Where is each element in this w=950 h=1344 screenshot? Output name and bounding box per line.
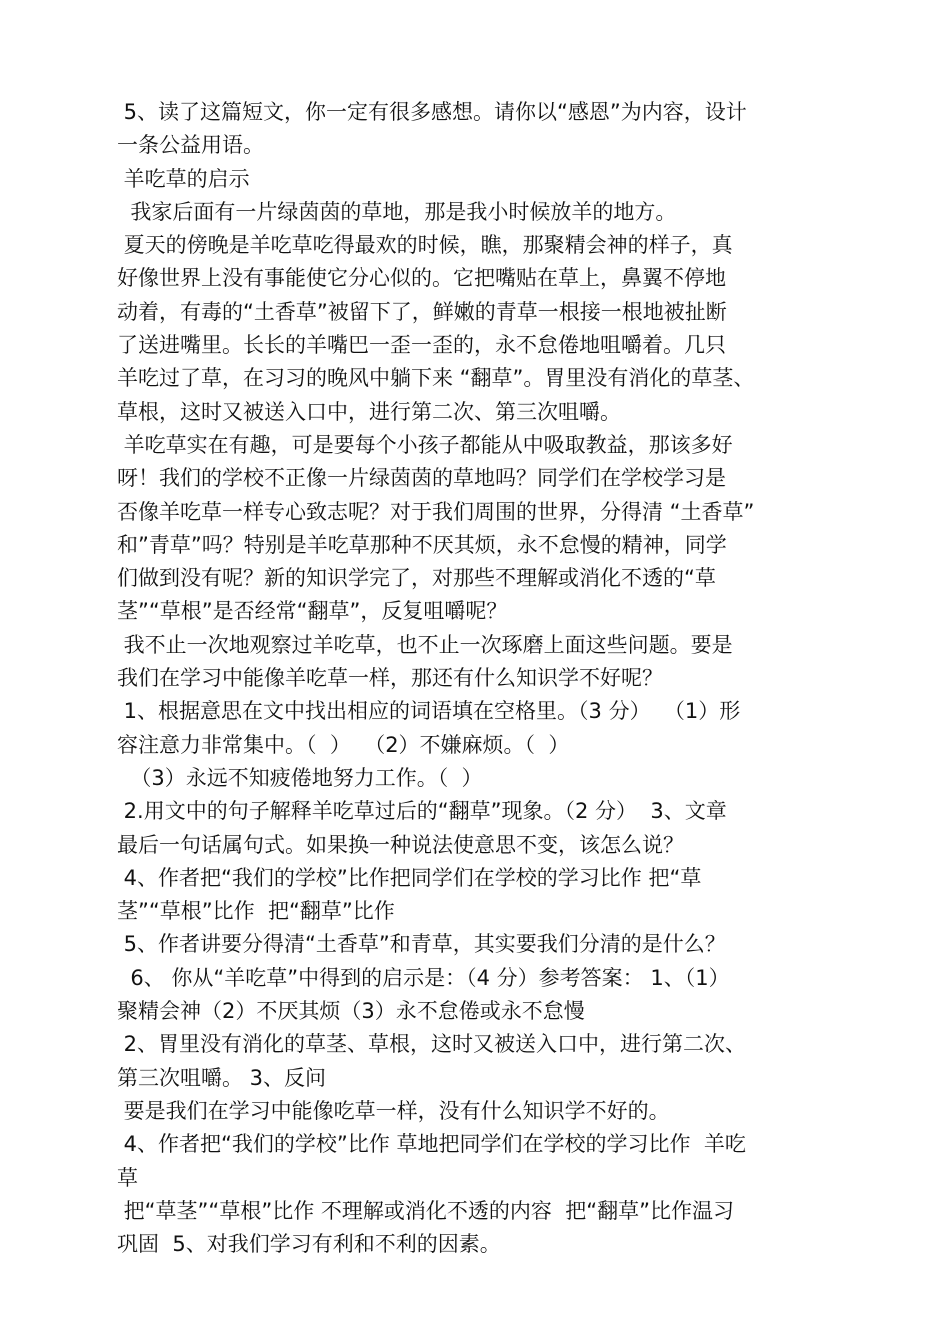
question-line: 2.用文中的句子解释羊吃草过后的“翻草”现象。（2 分） 3、文章 bbox=[117, 799, 727, 824]
question-line: 6、 你从“羊吃草”中得到的启示是：（4 分）参考答案： 1、（1） bbox=[117, 965, 730, 990]
answer-line: 要是我们在学习中能像吃草一样，没有什么知识学不好的。 bbox=[117, 1098, 670, 1123]
answer-line: 把“草茎”“草根”比作 不理解或消化不透的内容 把“翻草”比作温习 bbox=[117, 1198, 734, 1223]
question-line: 4、作者把“我们的学校”比作把同学们在学校的学习比作 把“草 bbox=[117, 865, 702, 890]
passage-title: 羊吃草的启示 bbox=[117, 166, 250, 191]
text-line: 了送进嘴里。长长的羊嘴巴一歪一歪的，永不怠倦地咀嚼着。几只 bbox=[117, 333, 726, 358]
text-line: 否像羊吃草一样专心致志呢？对于我们周围的世界，分得清 “土香草” bbox=[117, 499, 755, 524]
text-line: 我们在学习中能像羊吃草一样，那还有什么知识学不好呢？ bbox=[117, 666, 663, 691]
text-line: 们做到没有呢？新的知识学完了，对那些不理解或消化不透的“草 bbox=[117, 566, 716, 591]
text-line: 茎”“草根”是否经常“翻草”，反复咀嚼呢？ bbox=[117, 599, 508, 624]
text-line: 羊吃过了草，在习习的晚风中躺下来 “翻草”。胃里没有消化的草茎、 bbox=[117, 366, 755, 391]
text-line: 我家后面有一片绿茵茵的草地，那是我小时候放羊的地方。 bbox=[117, 199, 677, 224]
question-line: 茎”“草根”比作 把“翻草”比作 bbox=[117, 899, 395, 924]
text-line: 呀！我们的学校不正像一片绿茵茵的草地吗？同学们在学校学习是 bbox=[117, 466, 726, 491]
text-line: 和”青草”吗？特别是羊吃草那种不厌其烦，永不怠慢的精神，同学 bbox=[117, 532, 727, 557]
answer-line: 巩固 5、对我们学习有利和不利的因素。 bbox=[117, 1232, 501, 1257]
question-line: 最后一句话属句式。如果换一种说法使意思不变，该怎么说？ bbox=[117, 832, 684, 857]
question-line: 容注意力非常集中。（ ） （2）不嫌麻烦。（ ） bbox=[117, 732, 570, 757]
text-line: 羊吃草实在有趣，可是要每个小孩子都能从中吸取教益，那该多好 bbox=[117, 432, 733, 457]
answer-line: 第三次咀嚼。 3、反问 bbox=[117, 1065, 327, 1090]
text-line: 好像世界上没有事能使它分心似的。它把嘴贴在草上，鼻翼不停地 bbox=[117, 266, 726, 291]
answer-line: 2、胃里没有消化的草茎、草根，这时又被送入口中，进行第二次、 bbox=[117, 1032, 747, 1057]
answer-line: 草 bbox=[117, 1165, 138, 1190]
question-line: 5、作者讲要分得清“土香草”和青草，其实要我们分清的是什么？ bbox=[117, 932, 726, 957]
text-line: 草根，这时又被送入口中，进行第二次、第三次咀嚼。 bbox=[117, 399, 621, 424]
document-text bbox=[117, 96, 857, 1261]
text-line: 我不止一次地观察过羊吃草，也不止一次琢磨上面这些问题。要是 bbox=[117, 632, 733, 657]
text-line: 5、读了这篇短文，你一定有很多感想。请你以“感恩”为内容，设计 bbox=[117, 100, 747, 124]
text-line: 一条公益用语。 bbox=[117, 133, 264, 158]
text-line: 夏天的傍晚是羊吃草吃得最欢的时候，瞧，那聚精会神的样子，真 bbox=[117, 233, 733, 258]
text-line: 动着，有毒的“土香草”被留下了，鲜嫩的青草一根接一根地被扯断 bbox=[117, 299, 727, 324]
answer-line: 4、作者把“我们的学校”比作 草地把同学们在学校的学习比作 羊吃 bbox=[117, 1132, 746, 1157]
question-line: （3）永远不知疲倦地努力工作。（ ） bbox=[117, 765, 483, 790]
answer-line: 聚精会神（2）不厌其烦（3）永不怠倦或永不怠慢 bbox=[117, 999, 585, 1024]
question-line: 1、根据意思在文中找出相应的词语填在空格里。（3 分） （1）形 bbox=[117, 699, 741, 724]
